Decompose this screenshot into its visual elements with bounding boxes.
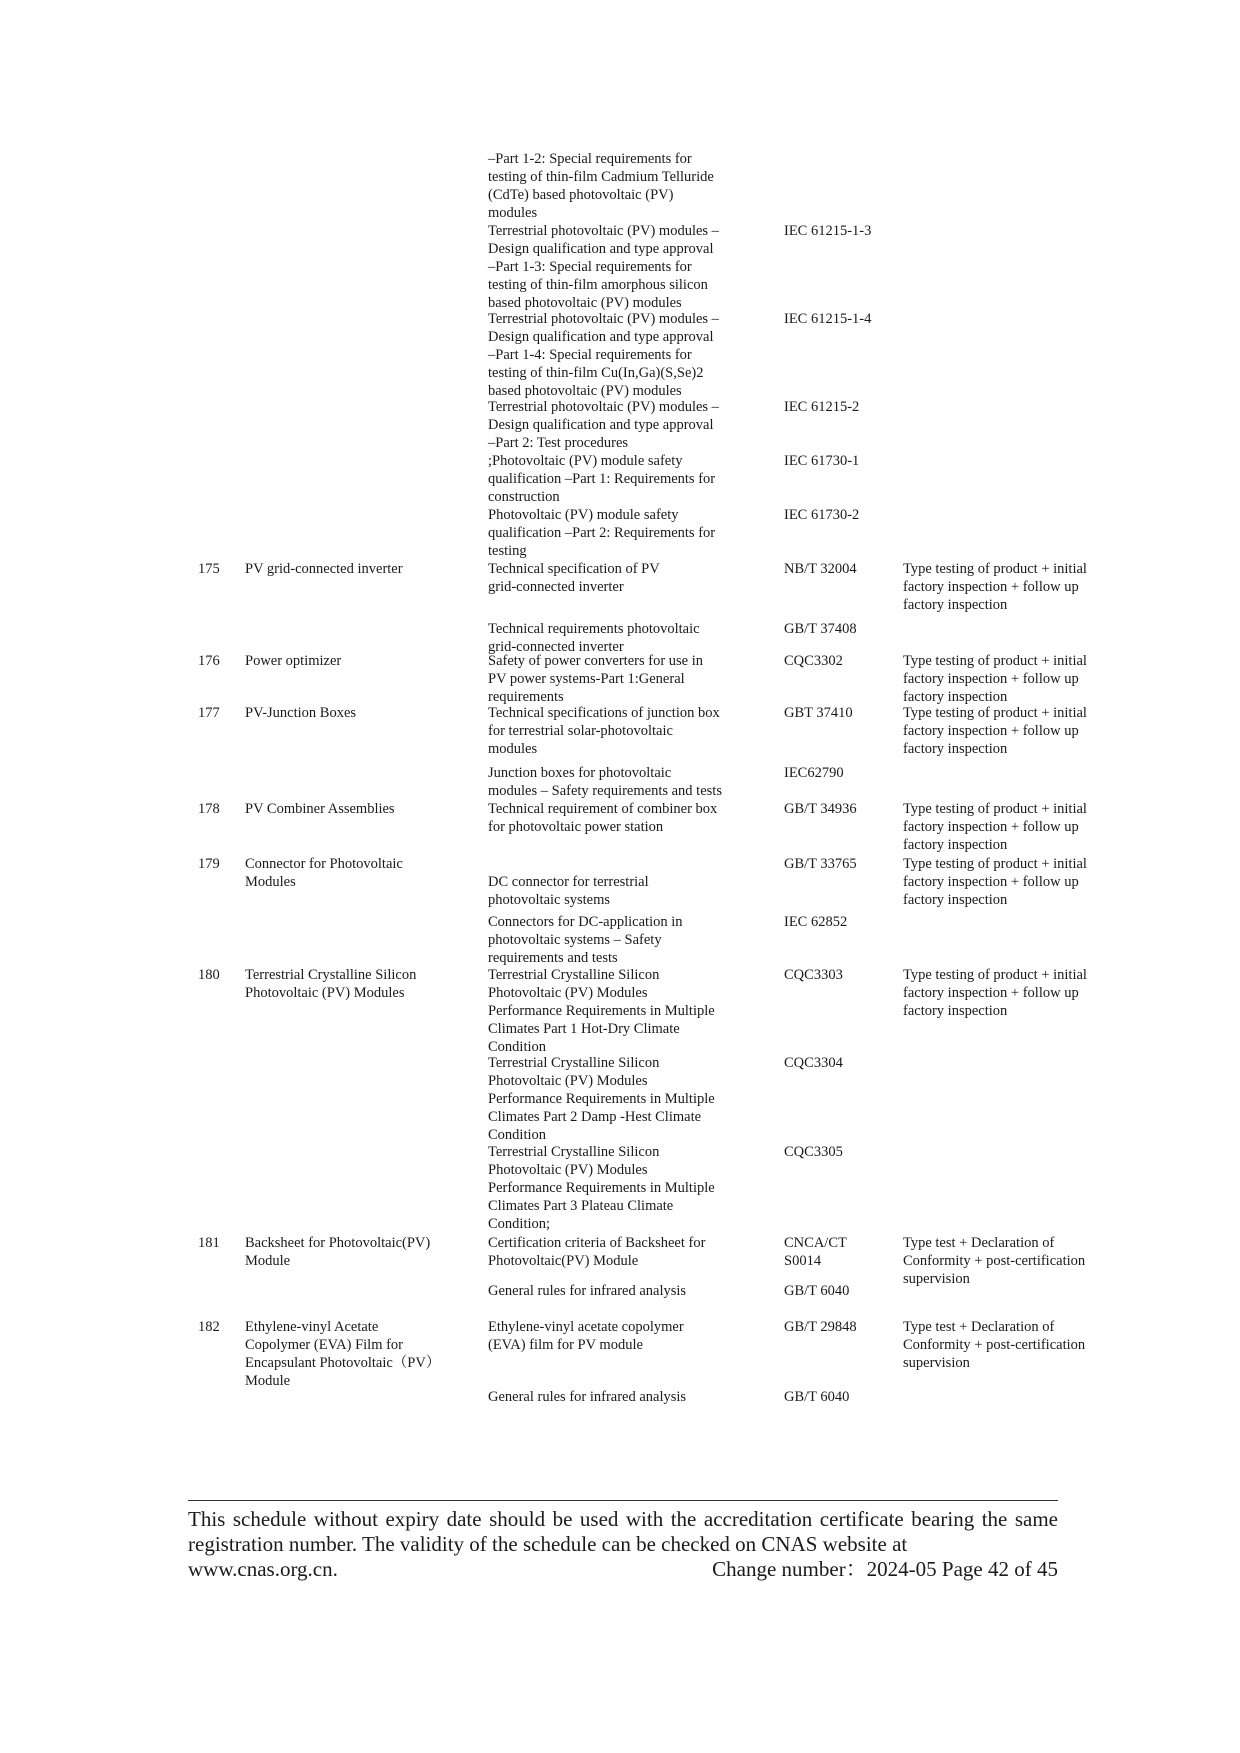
standard-title: Terrestrial Crystalline Silicon Photovoltaic (PV) Modules Performance Requirements in Multiple Climates Part 1 Hot-Dry Climate Condition: [488, 967, 715, 1055]
certification-mode: Type test + Declaration of Conformity + post-certification supervision: [903, 1235, 1086, 1287]
certification-mode: Type testing of product + initial factory inspection + follow up factory inspection: [903, 967, 1087, 1019]
item-number: 178: [198, 801, 220, 817]
standard-title: Technical specifications of junction box for terrestrial solar-photovoltaic modules: [488, 705, 720, 757]
standard-title: Terrestrial photovoltaic (PV) modules – Design qualification and type approval –Part 1-4: Special requirements for testing of thin-film Cu(In,Ga)(S,Se)2 based photovoltaic (PV) modules: [488, 311, 719, 399]
standard-title: Technical requirement of combiner box for photovoltaic power station: [488, 801, 718, 835]
product-name: Power optimizer: [245, 653, 342, 669]
page-footer: [188, 1500, 1058, 1582]
standard-title: Terrestrial Crystalline Silicon Photovoltaic (PV) Modules Performance Requirements in Multiple Climates Part 3 Plateau Climate Condition;: [488, 1144, 715, 1232]
product-name: Terrestrial Crystalline Silicon Photovoltaic (PV) Modules: [245, 967, 417, 1001]
standard-title: –Part 1-2: Special requirements for testing of thin-film Cadmium Telluride (CdTe) based photovoltaic (PV) modules: [488, 151, 714, 221]
product-name: Connector for Photovoltaic Modules: [245, 856, 403, 890]
standard-code: CNCA/CT S0014: [784, 1235, 847, 1269]
standard-title: General rules for infrared analysis: [488, 1389, 687, 1405]
product-name: PV-Junction Boxes: [245, 705, 357, 721]
standard-title: Terrestrial photovoltaic (PV) modules – Design qualification and type approval –Part 1-3: Special requirements for testing of thin-film amorphous silicon based photovoltaic (PV) modules: [488, 223, 719, 311]
standard-title: General rules for infrared analysis: [488, 1283, 687, 1299]
product-name: Ethylene-vinyl Acetate Copolymer (EVA) Film for Encapsulant Photovoltaic（PV） Module: [245, 1319, 441, 1389]
certification-mode: Type testing of product + initial factory inspection + follow up factory inspection: [903, 653, 1087, 705]
certification-mode: Type testing of product + initial factory inspection + follow up factory inspection: [903, 705, 1087, 757]
certification-mode: Type testing of product + initial factory inspection + follow up factory inspection: [903, 801, 1087, 853]
standard-title: Terrestrial photovoltaic (PV) modules – Design qualification and type approval –Part 2: Test procedures: [488, 399, 719, 451]
certification-mode: Type test + Declaration of Conformity + post-certification supervision: [903, 1319, 1086, 1371]
certification-mode: Type testing of product + initial factory inspection + follow up factory inspection: [903, 561, 1087, 613]
item-number: 182: [198, 1319, 220, 1335]
standard-code: NB/T 32004: [784, 561, 857, 577]
standard-title: Ethylene-vinyl acetate copolymer (EVA) film for PV module: [488, 1319, 684, 1353]
standard-code: IEC 61215-1-4: [784, 311, 872, 327]
standard-title: Junction boxes for photovoltaic modules – Safety requirements and tests: [488, 765, 722, 799]
standard-code: CQC3302: [784, 653, 843, 669]
standard-code: GB/T 6040: [784, 1389, 850, 1405]
standard-title: Technical specification of PV grid-connected inverter: [488, 561, 660, 595]
product-name: PV grid-connected inverter: [245, 561, 403, 577]
standard-title: ;Photovoltaic (PV) module safety qualification –Part 1: Requirements for construction: [488, 453, 716, 505]
standard-code: IEC62790: [784, 765, 844, 781]
item-number: 179: [198, 856, 220, 872]
standard-code: GB/T 37408: [784, 621, 857, 637]
standard-title: Certification criteria of Backsheet for Photovoltaic(PV) Module: [488, 1235, 706, 1269]
standard-code: GBT 37410: [784, 705, 853, 721]
footer-change-number: Change number：2024-05 Page 42 of 45: [712, 1557, 1058, 1581]
standard-code: IEC 61215-2: [784, 399, 860, 415]
product-name: PV Combiner Assemblies: [245, 801, 395, 817]
item-number: 176: [198, 653, 220, 669]
standard-title: Photovoltaic (PV) module safety qualification –Part 2: Requirements for testing: [488, 507, 716, 559]
standard-code: CQC3305: [784, 1144, 843, 1160]
standard-code: IEC 61730-1: [784, 453, 860, 469]
standard-title: Safety of power converters for use in PV power systems-Part 1:General requirements: [488, 653, 704, 705]
certification-mode: Type testing of product + initial factory inspection + follow up factory inspection: [903, 856, 1087, 908]
footer-website: www.cnas.org.cn.: [188, 1557, 338, 1581]
standard-code: GB/T 34936: [784, 801, 857, 817]
standard-title: Connectors for DC-application in photovoltaic systems – Safety requirements and tests: [488, 914, 683, 966]
standard-code: IEC 61730-2: [784, 507, 860, 523]
standard-code: GB/T 33765: [784, 856, 857, 872]
standard-code: GB/T 6040: [784, 1283, 850, 1299]
standard-code: GB/T 29848: [784, 1319, 857, 1335]
standard-code: CQC3304: [784, 1055, 843, 1071]
item-number: 175: [198, 561, 220, 577]
standard-code: IEC 61215-1-3: [784, 223, 872, 239]
product-name: Backsheet for Photovoltaic(PV) Module: [245, 1235, 431, 1269]
footer-last-line: [188, 1557, 1058, 1582]
standard-code: IEC 62852: [784, 914, 848, 930]
standard-title: Terrestrial Crystalline Silicon Photovoltaic (PV) Modules Performance Requirements in Multiple Climates Part 2 Damp -Hest Climate Condition: [488, 1055, 715, 1143]
standard-title: Technical requirements photovoltaic grid-connected inverter: [488, 621, 700, 655]
item-number: 177: [198, 705, 220, 721]
footer-rule: [188, 1500, 1058, 1501]
item-number: 181: [198, 1235, 220, 1251]
standard-code: CQC3303: [784, 967, 843, 983]
item-number: 180: [198, 967, 220, 983]
standard-title: DC connector for terrestrial photovoltaic systems: [488, 874, 649, 908]
footer-note: This schedule without expiry date should be used with the accreditation certificate bearing the same registration number. The validity of the schedule can be checked on CNAS website at: [188, 1507, 1058, 1556]
